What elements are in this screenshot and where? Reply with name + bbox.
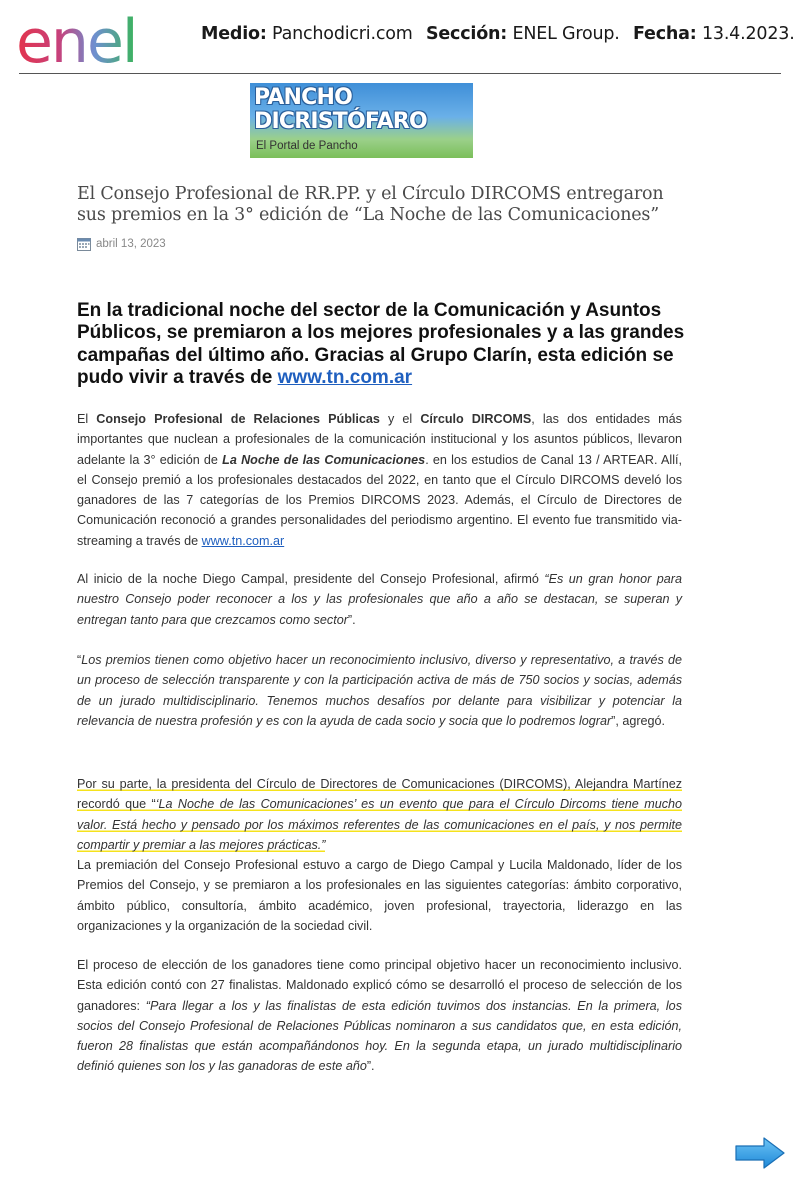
- p2-text-1: Al inicio de la noche Diego Campal, presidente del Consejo Profesional, afirmó: [77, 572, 545, 586]
- banner-line-1: PANCHO: [254, 85, 353, 110]
- next-page-button[interactable]: [734, 1136, 786, 1170]
- seccion-value: ENEL Group.: [512, 24, 620, 44]
- seccion-label: Sección:: [425, 24, 508, 44]
- p1-bold-italic: La Noche de las Comunicaciones: [222, 452, 426, 467]
- p1-bold-2: Círculo DIRCOMS: [420, 412, 532, 426]
- p1-text-4: . en los estudios de Canal 13 / ARTEAR. Allí, el Consejo premió a los profesionales destacados del 2022, en tanto que el Círculo DIRCOMS develó los ganadores de las 7 categorías de los Premios DIRCOMS 2023. Además, el Círculo de Directores de Comunicación reconoció a grandes personalidades del periodismo argentino. El evento fue transmitido via-streaming a través de: [77, 452, 682, 548]
- p1-text-1: El: [77, 412, 97, 426]
- p1-bold-1: Consejo Profesional de Relaciones Públicas: [96, 412, 380, 426]
- p1-text-2: y el: [379, 412, 421, 426]
- medio-label: Medio:: [201, 24, 267, 44]
- p6-text-1: El proceso de elección de los ganadores tiene como principal objetivo hacer un reconocimiento inclusivo. Esta edición contó con 27 finalistas. Maldonado explicó cómo se desarrolló el proceso de selección de los ganadores:: [77, 958, 682, 1013]
- calendar-icon: [77, 237, 91, 251]
- paragraph-4-highlighted: [77, 774, 682, 855]
- p6-text-2: ”.: [366, 1059, 375, 1074]
- article-title: El Consejo Profesional de RR.PP. y el Círculo DIRCOMS entregaron sus premios en la 3° edición de “La Noche de las Comunicaciones”: [77, 184, 664, 225]
- p2-quote: “Es un gran honor para nuestro Consejo poder reconocer a los y las profesionales que año a año se destacan, se superan y entregan tanto para que crezcamos como sector: [77, 572, 682, 627]
- article-date: [77, 236, 166, 252]
- header-divider: [19, 73, 781, 74]
- fecha-value: 13.4.2023.: [701, 24, 795, 44]
- paragraph-5: La premiación del Consejo Profesional estuvo a cargo de Diego Campal y Lucila Maldonado, líder de los Premios del Consejo, y se premiaron a los profesionales en las siguientes categorías: ámbito corporativo, ámbito público, consultoría, ámbito académico, joven profesional, trayectoria, liderazgo en las organizaciones y la organización de la sociedad civil.: [77, 858, 682, 933]
- banner-line-2: DICRISTÓFARO: [254, 109, 427, 134]
- enel-logo: [16, 6, 184, 68]
- p3-text-2: ”, agregó.: [611, 713, 666, 728]
- p4-quote: ‘La Noche de las Comunicaciones’ es un evento que para el Círculo Dircoms tiene mucho valor. Está hecho y pensado por los máximos referentes de las comunicaciones en el país, y nos permite compartir y premiar a las mejores prácticas.”: [77, 797, 683, 852]
- date-text: abril 13, 2023: [96, 238, 166, 250]
- logo-text: enel: [16, 7, 137, 68]
- lead-text: En la tradicional noche del sector de la Comunicación y Asuntos Públicos, se premiaron a los mejores profesionales y a las grandes campañas del último año. Gracias al Grupo Clarín, esta edición se pudo vivir a través de: [77, 300, 685, 388]
- paragraph-6: [77, 955, 682, 1077]
- medio-value: Panchodicri.com: [272, 24, 413, 44]
- p3-text-1: “: [77, 653, 82, 667]
- banner-tagline: El Portal de Pancho: [256, 140, 358, 152]
- fecha-label: Fecha:: [633, 24, 697, 44]
- lead-link[interactable]: www.tn.com.ar: [277, 366, 413, 388]
- right-arrow-icon: [734, 1136, 786, 1170]
- article-lead: [77, 300, 707, 389]
- paragraph-2: [77, 569, 682, 630]
- p3-quote: Los premios tienen como objetivo hacer un reconocimiento inclusivo, diverso y representativo, a través de un proceso de selección transparente y con la participación activa de más de 750 socios y socias, además de un jurado multidisciplinario. Tenemos muchos desafíos por delante para visibilizar y potenciar la relevancia de nuestra profesión y es con la ayuda de cada socio y socia que lo podremos lograr: [77, 653, 682, 728]
- p4-text-1: Por su parte, la presidenta del Círculo de Directores de Comunicaciones (DIRCOMS), Alejandra Martínez recordó que “: [77, 777, 682, 812]
- publication-meta: [201, 24, 795, 44]
- p1-text-3: , las dos entidades más importantes que nuclean a profesionales de la comunicación institucional y los asuntos públicos, llevaron adelante la 3° edición de: [77, 412, 682, 467]
- p6-quote: “Para llegar a los y las finalistas de esta edición tuvimos dos instancias. En la primera, los socios del Consejo Profesional de Relaciones Públicas nominaron a sus candidatos que, en esta edición, fueron 28 finalistas que están acompañándonos hoy. En la segunda etapa, un jurado multidisciplinario definió quienes son los y las ganadoras de este año: [77, 998, 682, 1074]
- p2-text-2: ”.: [347, 612, 356, 627]
- paragraph-3: [77, 650, 682, 731]
- site-banner: [250, 83, 473, 158]
- document-header: [0, 0, 800, 76]
- paragraph-1: [77, 409, 682, 551]
- p1-link[interactable]: www.tn.com.ar: [201, 533, 285, 548]
